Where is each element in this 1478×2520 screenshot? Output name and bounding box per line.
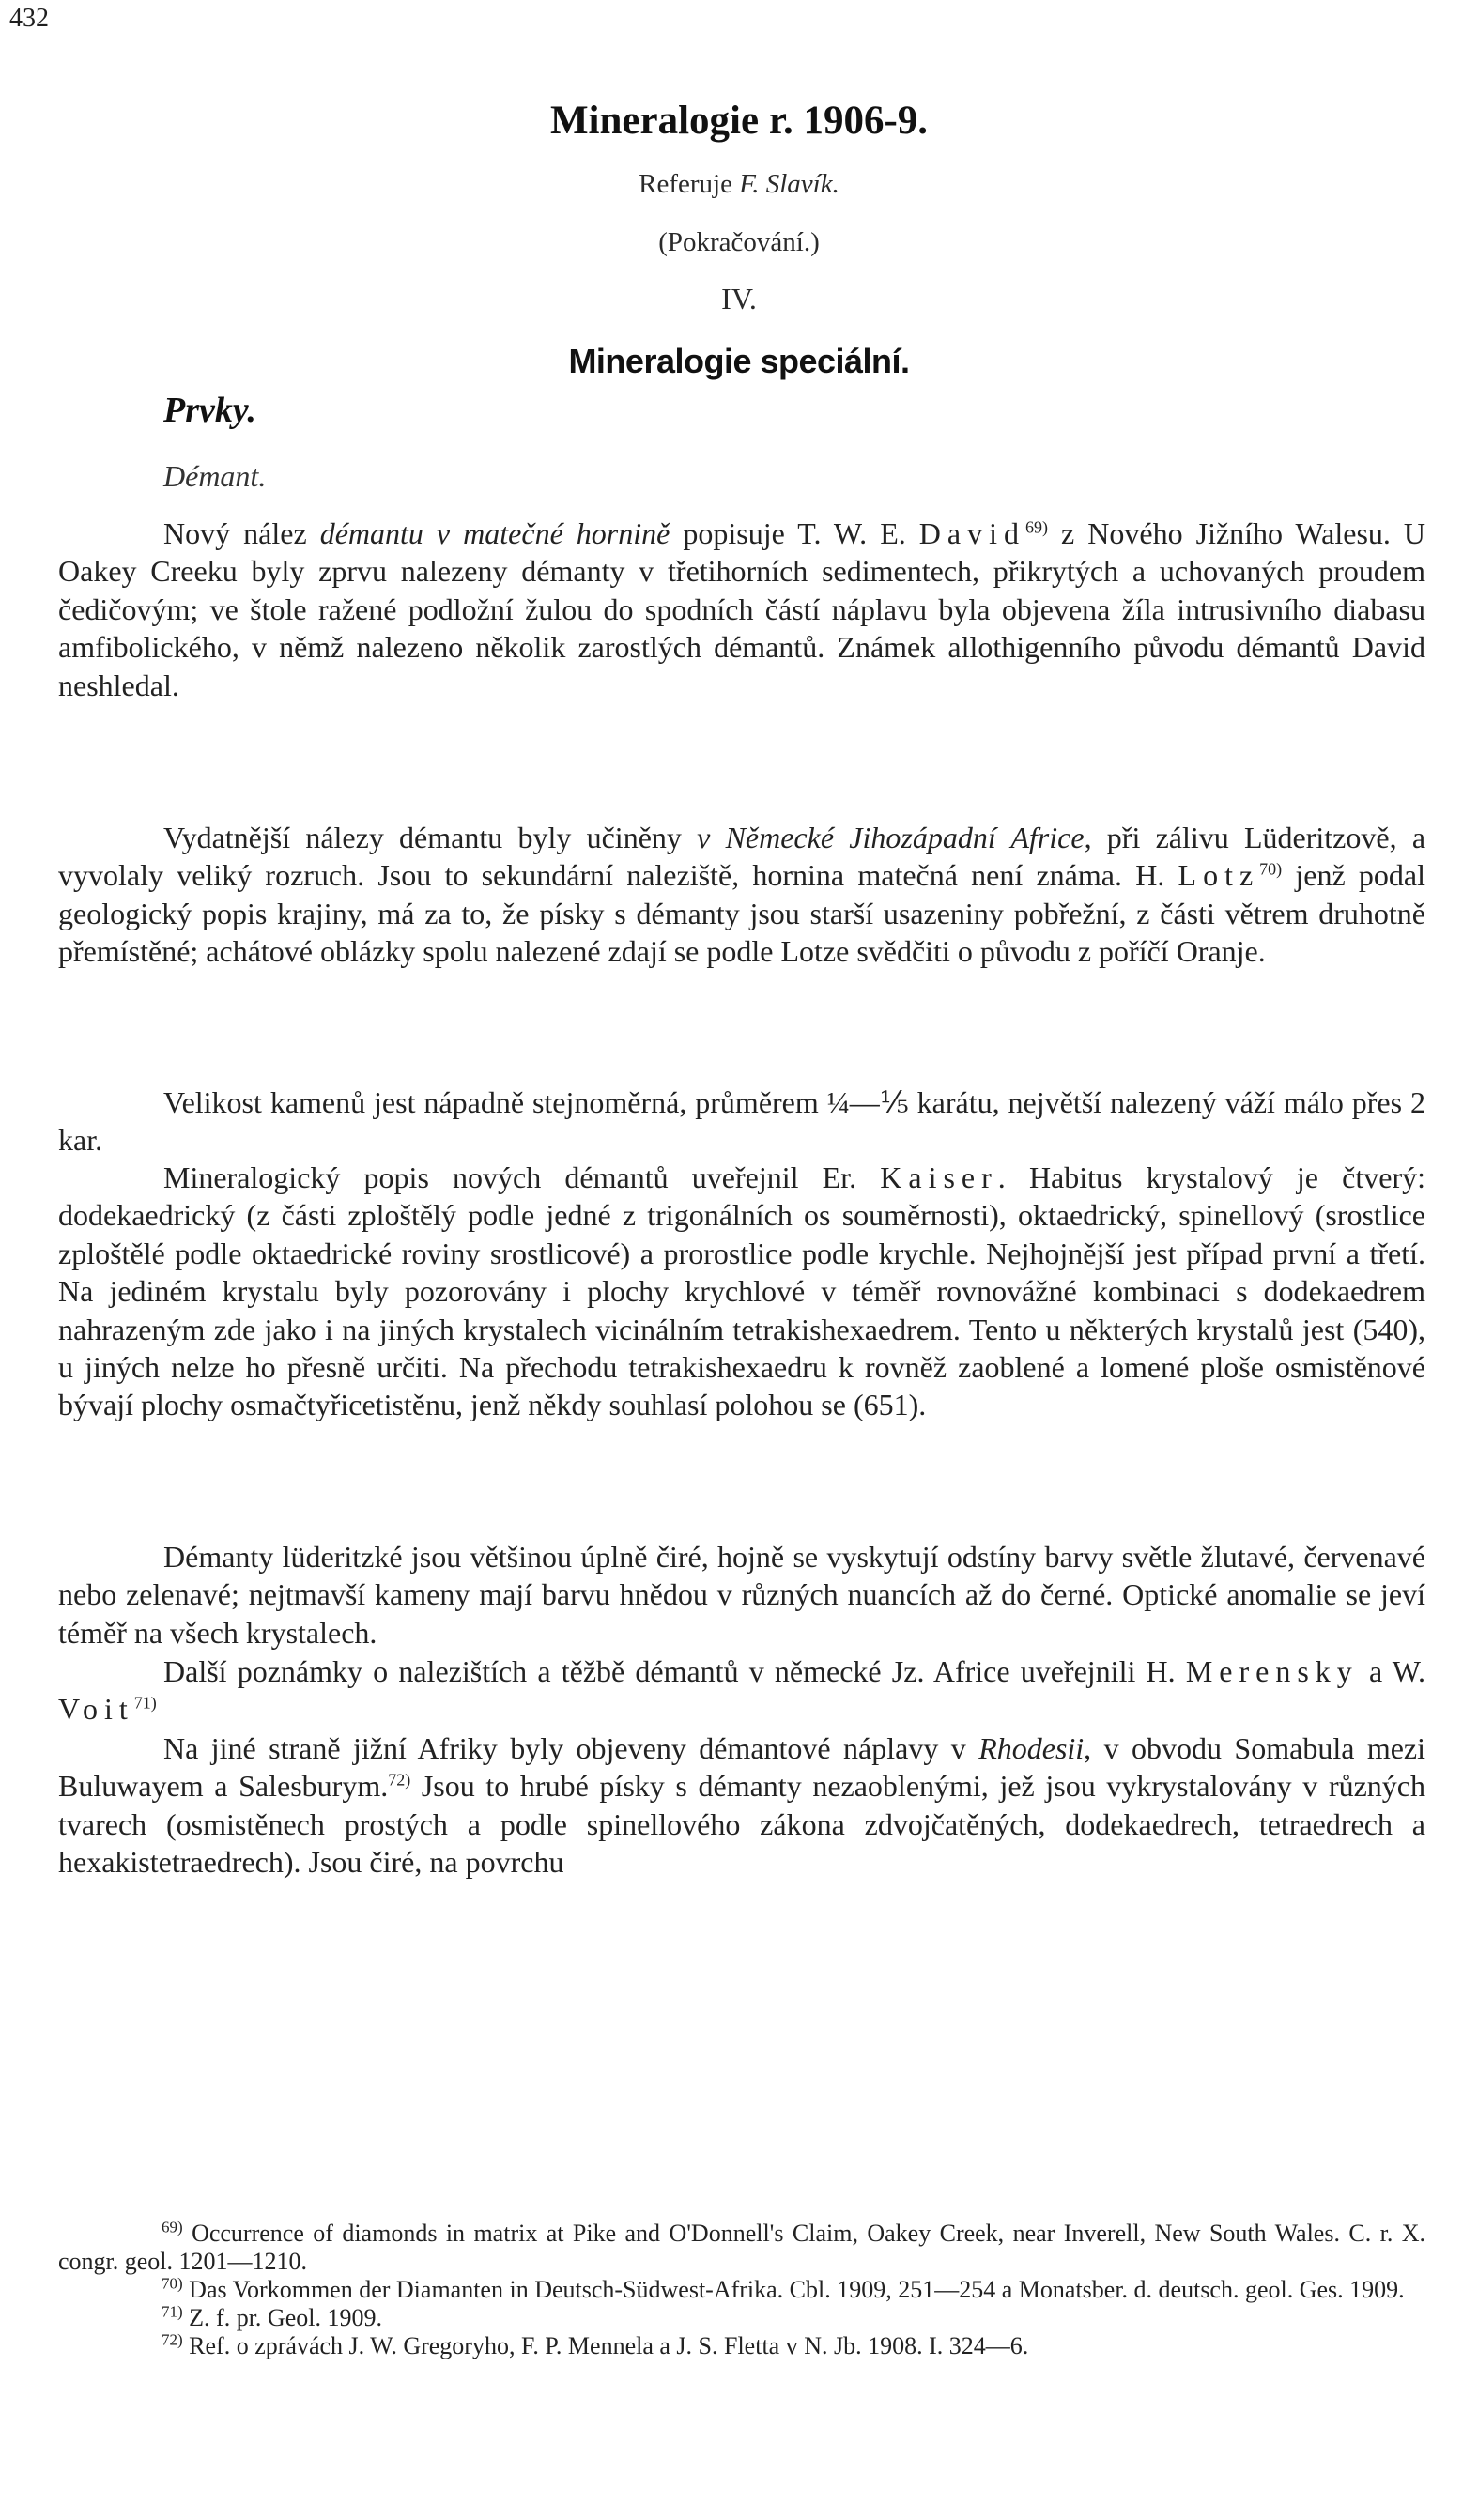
footnote-text: Ref. o zprávách J. W. Gregoryho, F. P. Mennela a J. S. Fletta v N. Jb. 1908. I. 324—6.	[189, 2332, 1029, 2359]
text-run: Jsou to hrubé písky s démanty nezaoblenými, jež jsou vykrystalovány v různých tvarech (osmistěnech prostých a podle spinellového zákona zdvojčatěných, dodekaedrech, tetraedrech a hexakistetraedrech). Jsou čiré, na povrchu	[58, 1769, 1426, 1880]
footnote-number: 69)	[162, 2218, 183, 2236]
author-name: Merensky	[1185, 1654, 1359, 1688]
emphasis: démantu v matečné hornině	[319, 516, 670, 550]
author-name: Voit	[58, 1692, 134, 1727]
paragraph-2	[58, 819, 1425, 971]
paragraph-6	[58, 1652, 1425, 1729]
footnote-ref: 70)	[1259, 859, 1283, 879]
footnote	[58, 2276, 1425, 2304]
text-run: , v obvodu Somabula mezi Buluwayem a Salesburym.	[58, 1731, 1426, 1804]
text-run: popisuje T. W. E.	[670, 516, 919, 550]
paragraph-1	[58, 515, 1425, 704]
text-run: . Habitus krystalový je čtverý: dodekaedrický (z části zploštělý podle jedné z trigonálních os souměrnosti), oktaedrický, spinellový (srostlice zploštělé podle oktaedrické roviny srostlicové) a prorostlice podle krychle. Nejhojnější jest případ první a třetí. Na jediném krystalu byly pozorovány i plochy krychlové v téměř rovnovážné kombinaci s dodekaedrem nahrazeným zde jako i na jiných krystalech vicinálním tetrakishexaedrem. Tento u některých krystalů jest (540), u jiných nelze ho přesně určiti. Na přechodu tetrakishexaedru k rovněž zaoblené a lomené ploše osmistěnové bývají plochy osmačtyřicetistěnu, jenž někdy souhlasí polohou se (651).	[58, 1160, 1426, 1422]
footnote-text: Das Vorkommen der Diamanten in Deutsch-Südwest-Afrika. Cbl. 1909, 251—254 a Monatsber. d. deutsch. geol. Ges. 1909.	[189, 2276, 1405, 2303]
reviewer-name: F. Slavík.	[739, 169, 839, 199]
footnote-number: 71)	[162, 2302, 183, 2321]
emphasis: Rhodesii	[978, 1731, 1085, 1765]
mineral-heading: Démant.	[163, 459, 267, 493]
footnote	[58, 2304, 1425, 2332]
footnote-ref: 69)	[1025, 517, 1048, 537]
text-run: Nový nález	[163, 516, 320, 550]
footnote	[58, 2332, 1425, 2360]
paragraph-7	[58, 1729, 1425, 1882]
paragraph-3: Velikost kamenů jest nápadně stejnoměrná, průměrem ¼—⅕ karátu, největší nalezený váží málo přes 2 kar.	[58, 1085, 1425, 1158]
text-run: Vydatnější nálezy démantu byly učiněny	[163, 821, 698, 854]
author-name: David	[918, 516, 1025, 550]
text-run: , při zálivu Lüderitzově, a vyvolaly veliký rozruch. Jsou to sekundární naleziště, hornina matečná není známa. H.	[58, 821, 1426, 893]
part-number: IV.	[721, 282, 757, 315]
text-run: Další poznámky o nalezištích a těžbě démantů v německé Jz. Africe uveřejnili H.	[163, 1654, 1186, 1688]
subsection-heading: Prvky.	[163, 391, 256, 430]
footnote-number: 70)	[162, 2274, 183, 2293]
continued-note: (Pokračování.)	[658, 227, 820, 257]
author-name: Lotz	[1178, 858, 1260, 893]
text-run: jenž podal geologický popis krajiny, má za to, že písky s démanty jsou starší usazeniny pobřežní, z části větrem druhotně přemístěné; achátové oblázky spolu nalezené zdají se podle Lotze svědčiti o původu z poříčí Oranje.	[58, 858, 1426, 969]
footnote-ref: 72)	[388, 1770, 411, 1790]
page-number: 432	[9, 4, 49, 33]
footnote-text: Z. f. pr. Geol. 1909.	[189, 2304, 382, 2331]
footnote-ref: 71)	[133, 1693, 157, 1713]
text-run: Na jiné straně jižní Afriky byly objeveny démantové náplavy v	[163, 1731, 979, 1765]
reviewer-prefix: Referuje	[639, 169, 740, 199]
article-title: Mineralogie r. 1906-9.	[549, 99, 929, 143]
text-run: z Nového Jižního Walesu. U Oakey Creeku byly zprvu nalezeny démanty v třetihorních sedimentech, přikrytých a uchovaných proudem čedičovým; ve štole ražené podložní žulou do spodních částí náplavu byla objevena žíla intrusivního diabasu amfibolického, v němž nalezeno několik zarostlých démantů. Známek allothigenního původu démantů David neshledal.	[58, 516, 1426, 702]
emphasis: v Německé Jihozápadní Africe	[697, 821, 1085, 854]
footnotes	[58, 2220, 1425, 2360]
author-name: Kaiser	[880, 1160, 998, 1194]
paragraph-5: Démanty lüderitzké jsou většinou úplně čiré, hojně se vyskytují odstíny barvy světle žlutavé, červenavé nebo zelenavé; nejtmavší kameny mají barvu hnědou v různých nuancích až do černé. Optické anomalie se jeví téměř na všech krystalech.	[58, 1540, 1425, 1650]
text-run: Mineralogický popis nových démantů uveřejnil Er.	[163, 1160, 881, 1194]
paragraph-4	[58, 1159, 1425, 1424]
footnote-number: 72)	[162, 2330, 183, 2349]
reviewer-line	[0, 169, 1478, 200]
text-run: a W.	[1358, 1654, 1426, 1688]
footnote-text: Occurrence of diamonds in matrix at Pike and O'Donnell's Claim, Oakey Creek, near Inverell, New South Wales. C. r. X. congr. geol. 1201—1210.	[58, 2220, 1425, 2275]
footnote	[58, 2220, 1425, 2276]
section-heading: Mineralogie speciální.	[568, 342, 910, 380]
